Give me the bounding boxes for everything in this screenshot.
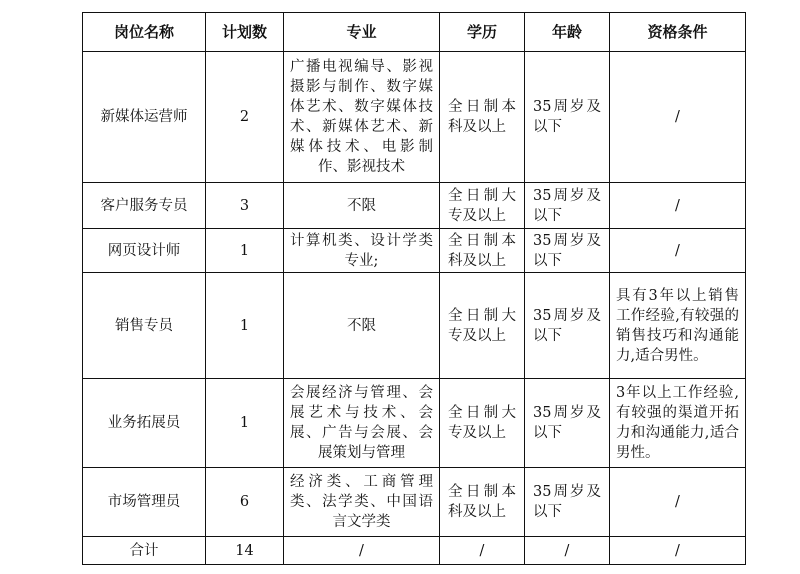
total-quota: 14 <box>206 537 284 565</box>
cell-education: 全日制大专及以上 <box>440 183 525 229</box>
table-row <box>83 273 746 379</box>
table-row <box>83 379 746 468</box>
cell-quota: 6 <box>206 468 284 537</box>
cell-age: 35周岁及以下 <box>525 468 610 537</box>
cell-education: 全日制本科及以上 <box>440 468 525 537</box>
header-education: 学历 <box>440 13 525 52</box>
cell-position: 网页设计师 <box>83 229 206 273</box>
cell-qualification: 3年以上工作经验,有较强的渠道开拓力和沟通能力,适合男性。 <box>610 379 746 468</box>
total-age: / <box>525 537 610 565</box>
cell-quota: 1 <box>206 273 284 379</box>
total-education: / <box>440 537 525 565</box>
table-row <box>83 468 746 537</box>
cell-qualification: / <box>610 52 746 183</box>
table-row <box>83 183 746 229</box>
cell-education: 全日制大专及以上 <box>440 379 525 468</box>
cell-position: 销售专员 <box>83 273 206 379</box>
cell-quota: 1 <box>206 229 284 273</box>
cell-quota: 2 <box>206 52 284 183</box>
cell-qualification: 具有3年以上销售工作经验,有较强的销售技巧和沟通能力,适合男性。 <box>610 273 746 379</box>
cell-age: 35周岁及以下 <box>525 229 610 273</box>
cell-qualification: / <box>610 183 746 229</box>
cell-quota: 1 <box>206 379 284 468</box>
total-row <box>83 537 746 565</box>
cell-age: 35周岁及以下 <box>525 273 610 379</box>
total-major: / <box>284 537 440 565</box>
cell-age: 35周岁及以下 <box>525 52 610 183</box>
recruitment-table <box>82 12 746 565</box>
cell-education: 全日制大专及以上 <box>440 273 525 379</box>
header-age: 年龄 <box>525 13 610 52</box>
total-label: 合计 <box>83 537 206 565</box>
cell-position: 业务拓展员 <box>83 379 206 468</box>
header-qualification: 资格条件 <box>610 13 746 52</box>
table-row <box>83 229 746 273</box>
cell-major: 不限 <box>284 183 440 229</box>
cell-qualification: / <box>610 468 746 537</box>
cell-qualification: / <box>610 229 746 273</box>
cell-quota: 3 <box>206 183 284 229</box>
cell-education: 全日制本科及以上 <box>440 229 525 273</box>
cell-education: 全日制本科及以上 <box>440 52 525 183</box>
cell-major: 会展经济与管理、会展艺术与技术、会展、广告与会展、会展策划与管理 <box>284 379 440 468</box>
recruitment-table-page <box>82 12 746 565</box>
table-row <box>83 52 746 183</box>
cell-major: 计算机类、设计学类专业; <box>284 229 440 273</box>
cell-position: 新媒体运营师 <box>83 52 206 183</box>
cell-position: 市场管理员 <box>83 468 206 537</box>
header-major: 专业 <box>284 13 440 52</box>
cell-major: 经济类、工商管理类、法学类、中国语言文学类 <box>284 468 440 537</box>
header-position: 岗位名称 <box>83 13 206 52</box>
total-qualification: / <box>610 537 746 565</box>
cell-age: 35周岁及以下 <box>525 379 610 468</box>
cell-position: 客户服务专员 <box>83 183 206 229</box>
cell-major: 不限 <box>284 273 440 379</box>
cell-age: 35周岁及以下 <box>525 183 610 229</box>
cell-major: 广播电视编导、影视摄影与制作、数字媒体艺术、数字媒体技术、新媒体艺术、新媒体技术、电影制作、影视技术 <box>284 52 440 183</box>
header-row <box>83 13 746 52</box>
header-quota: 计划数 <box>206 13 284 52</box>
